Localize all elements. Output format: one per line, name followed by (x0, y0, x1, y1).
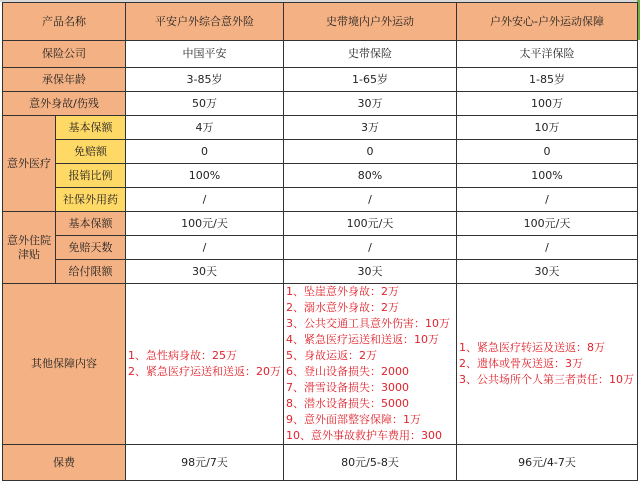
cell: 太平洋保险 (457, 41, 638, 68)
cell: 0 (457, 140, 638, 164)
row-label: 其他保障内容 (3, 284, 126, 445)
row-label: 给付限额 (56, 260, 126, 284)
table-row (3, 164, 638, 188)
coverage-item: 3、公共交通工具意外伤害：10万 (286, 317, 450, 330)
table-row (3, 41, 638, 68)
cell: 100% (457, 164, 638, 188)
coverage-item: 10、意外事故救护车费用：300 (286, 429, 442, 442)
table-row (3, 188, 638, 212)
coverage-item: 2、溺水意外身故：2万 (286, 301, 399, 314)
cell: 100元/天 (284, 212, 457, 236)
coverage-item: 6、登山设备损失：2000 (286, 365, 409, 378)
coverage-item: 4、紧急医疗运送和送返：10万 (286, 333, 439, 346)
cell: / (457, 188, 638, 212)
cell: 3万 (284, 116, 457, 140)
cell: / (284, 236, 457, 260)
row-label: 意外身故/伤残 (3, 92, 126, 116)
row-label: 社保外用药 (56, 188, 126, 212)
table-row (3, 236, 638, 260)
cell: 3-85岁 (126, 68, 284, 92)
coverage-item: 9、意外面部整容保障：1万 (286, 413, 421, 426)
row-label: 报销比例 (56, 164, 126, 188)
table-row (3, 140, 638, 164)
cell: 30万 (284, 92, 457, 116)
group-label-medical: 意外医疗 (3, 116, 56, 212)
row-label: 免赔额 (56, 140, 126, 164)
cell: 100万 (457, 92, 638, 116)
row-label: 保险公司 (3, 41, 126, 68)
header-row (3, 3, 638, 41)
coverage-item: 5、身故运返：2万 (286, 349, 377, 362)
cell: 史带保险 (284, 41, 457, 68)
cell: 100元/天 (457, 212, 638, 236)
cell: 100% (126, 164, 284, 188)
fee-row (3, 445, 638, 481)
row-label: 保费 (3, 445, 126, 481)
cell: 30天 (457, 260, 638, 284)
table-row (3, 116, 638, 140)
product-name-2: 史带境内户外运动 (284, 3, 457, 41)
coverage-item: 8、潜水设备损失：5000 (286, 397, 409, 410)
other-coverage-3 (457, 284, 638, 445)
cell: 4万 (126, 116, 284, 140)
row-label: 基本保额 (56, 212, 126, 236)
cell: 1-85岁 (457, 68, 638, 92)
coverage-item: 1、紧急医疗转运及送返：8万 (459, 341, 605, 354)
table-row (3, 212, 638, 236)
cell: 0 (284, 140, 457, 164)
cell: / (457, 236, 638, 260)
coverage-item: 3、公共场所个人第三者责任：10万 (459, 373, 634, 386)
cell: 98元/7天 (126, 445, 284, 481)
cell: 50万 (126, 92, 284, 116)
cell: 100元/天 (126, 212, 284, 236)
cell: 80% (284, 164, 457, 188)
coverage-item: 2、紧急医疗运送和送返：20万 (128, 365, 281, 378)
other-coverage-2 (284, 284, 457, 445)
product-name-3: 户外安心-户外运动保障 (457, 3, 638, 41)
insurance-comparison-table (2, 2, 638, 481)
cell: 96元/4-7天 (457, 445, 638, 481)
cell: 0 (126, 140, 284, 164)
group-label-hospital: 意外住院津贴 (3, 212, 56, 284)
cell: 中国平安 (126, 41, 284, 68)
cell: 30天 (284, 260, 457, 284)
row-label: 免赔天数 (56, 236, 126, 260)
header-label: 产品名称 (3, 3, 126, 41)
cell: / (126, 236, 284, 260)
cell: 1-65岁 (284, 68, 457, 92)
cell: 80元/5-8天 (284, 445, 457, 481)
coverage-item: 2、遗体或骨灰送返：3万 (459, 357, 583, 370)
coverage-item: 7、滑雪设备损失：3000 (286, 381, 409, 394)
coverage-item: 1、坠崖意外身故：2万 (286, 285, 399, 298)
cell: / (126, 188, 284, 212)
other-coverage-1 (126, 284, 284, 445)
cell: 10万 (457, 116, 638, 140)
row-label: 承保年龄 (3, 68, 126, 92)
row-label: 基本保额 (56, 116, 126, 140)
table-row (3, 68, 638, 92)
product-name-1: 平安户外综合意外险 (126, 3, 284, 41)
cell: / (284, 188, 457, 212)
cell: 30天 (126, 260, 284, 284)
table-row (3, 260, 638, 284)
coverage-item: 1、急性病身故：25万 (128, 349, 237, 362)
other-coverage-row (3, 284, 638, 445)
table-row (3, 92, 638, 116)
